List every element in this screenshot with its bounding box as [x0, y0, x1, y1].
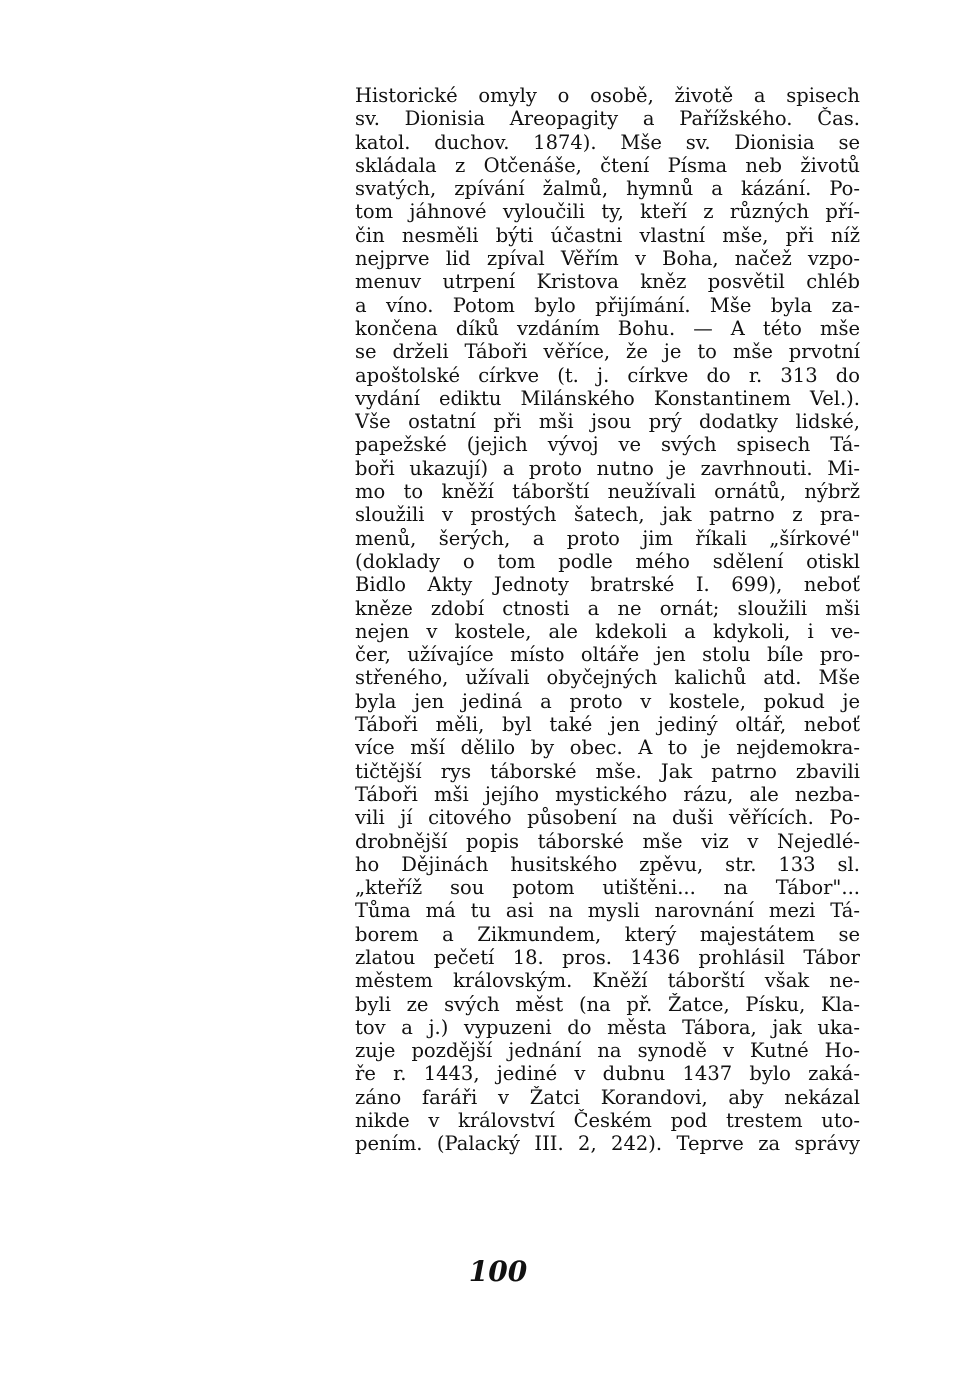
text-line: sv. Dionisia Areopagity a Pařížského. Čas. — [355, 107, 860, 131]
text-line: „kteříž sou potom utištěni... na Tábor"... — [355, 876, 860, 900]
text-line: střeného, užívali obyčejných kalichů atd. Mše — [355, 666, 860, 690]
text-line: (doklady o tom podle mého sdělení otiskl — [355, 549, 860, 573]
text-line: zuje pozdější jednání na synodě v Kutné Ho- — [355, 1039, 860, 1063]
body-text — [355, 84, 860, 1156]
text-line: sloužili v prostých šatech, jak patrno z pra- — [355, 503, 860, 527]
text-line: více mší dělilo by obec. A to je nejdemokra- — [355, 736, 860, 760]
text-line: Bidlo Akty Jednoty bratrské I. 699), neboť — [355, 573, 860, 597]
text-line: nejen v kostele, ale kdekoli a kdykoli, i ve- — [355, 619, 860, 643]
text-line: skládala z Otčenáše, čtení Písma neb životů — [355, 153, 860, 177]
text-line: svatých, zpívání žalmů, hymnů a kázání. Po- — [355, 177, 860, 201]
text-line: Vše ostatní při mši jsou prý dodatky lidské, — [355, 410, 860, 434]
text-line: čer, užívajíce místo oltáře jen stolu bíle pro- — [355, 643, 860, 667]
text-line: borem a Zikmundem, který majestátem se — [355, 922, 860, 946]
text-line: papežské (jejich vývoj ve svých spisech Tá- — [355, 433, 860, 457]
text-line: byla jen jediná a proto v kostele, pokud je — [355, 689, 860, 713]
text-line: zlatou pečetí 18. pros. 1436 prohlásil Tábor — [355, 945, 860, 969]
text-line: Táboři mši jejího mystického rázu, ale nezba- — [355, 782, 860, 806]
text-line: záno faráři v Žatci Korandovi, aby nekázal — [355, 1085, 860, 1109]
text-line: tov a j.) vypuzeni do města Tábora, jak uka- — [355, 1015, 860, 1039]
page-number: 100 — [468, 1255, 528, 1288]
text-line: končena díků vzdáním Bohu. — A této mše — [355, 316, 860, 340]
text-line: menů, šerých, a proto jim říkali „šírkové" — [355, 526, 860, 550]
text-line: byli ze svých měst (na př. Žatce, Písku, Kla- — [355, 992, 860, 1016]
text-line: Tůma má tu asi na mysli narovnání mezi Tá- — [355, 899, 860, 923]
text-line: nikde v království Českém pod trestem uto- — [355, 1109, 860, 1133]
text-line: apoštolské církve (t. j. církve do r. 313 do — [355, 363, 860, 387]
text-line: drobnější popis táborské mše viz v Nejedlé- — [355, 829, 860, 853]
text-line: se drželi Táboři věříce, že je to mše prvotní — [355, 340, 860, 364]
text-line: vydání ediktu Milánského Konstantinem Vel.). — [355, 386, 860, 410]
text-line: pením. (Palacký III. 2, 242). Teprve za správy — [355, 1132, 860, 1156]
text-line: městem královským. Kněží táborští však ne- — [355, 969, 860, 993]
text-line: tičtější rys táborské mše. Jak patrno zbavili — [355, 759, 860, 783]
text-line: Historické omyly o osobě, životě a spisech — [355, 84, 860, 107]
text-line: Táboři měli, byl také jen jediný oltář, neboť — [355, 713, 860, 737]
text-line: tom jáhnové vyloučili ty, kteří z různých pří- — [355, 200, 860, 224]
text-line: boři ukazují) a proto nutno je zavrhnouti. Mi- — [355, 456, 860, 480]
text-line: vili jí citového působení na duši věřících. Po- — [355, 806, 860, 830]
text-line: nejprve lid zpíval Věřím v Boha, načež vzpo- — [355, 247, 860, 271]
text-line: katol. duchov. 1874). Mše sv. Dionisia se — [355, 130, 860, 154]
text-line: mo to kněží táborští neužívali ornátů, nýbrž — [355, 480, 860, 504]
text-line: kněze zdobí ctnosti a ne ornát; sloužili mši — [355, 596, 860, 620]
text-line: menuv utrpení Kristova kněz posvětil chléb — [355, 270, 860, 294]
text-line: ře r. 1443, jediné v dubnu 1437 bylo zaká- — [355, 1062, 860, 1086]
text-line: a víno. Potom bylo přijímání. Mše byla za- — [355, 293, 860, 317]
text-line: ho Dějinách husitského zpěvu, str. 133 sl. — [355, 852, 860, 876]
text-line: čin nesměli býti účastni vlastní mše, při níž — [355, 223, 860, 247]
